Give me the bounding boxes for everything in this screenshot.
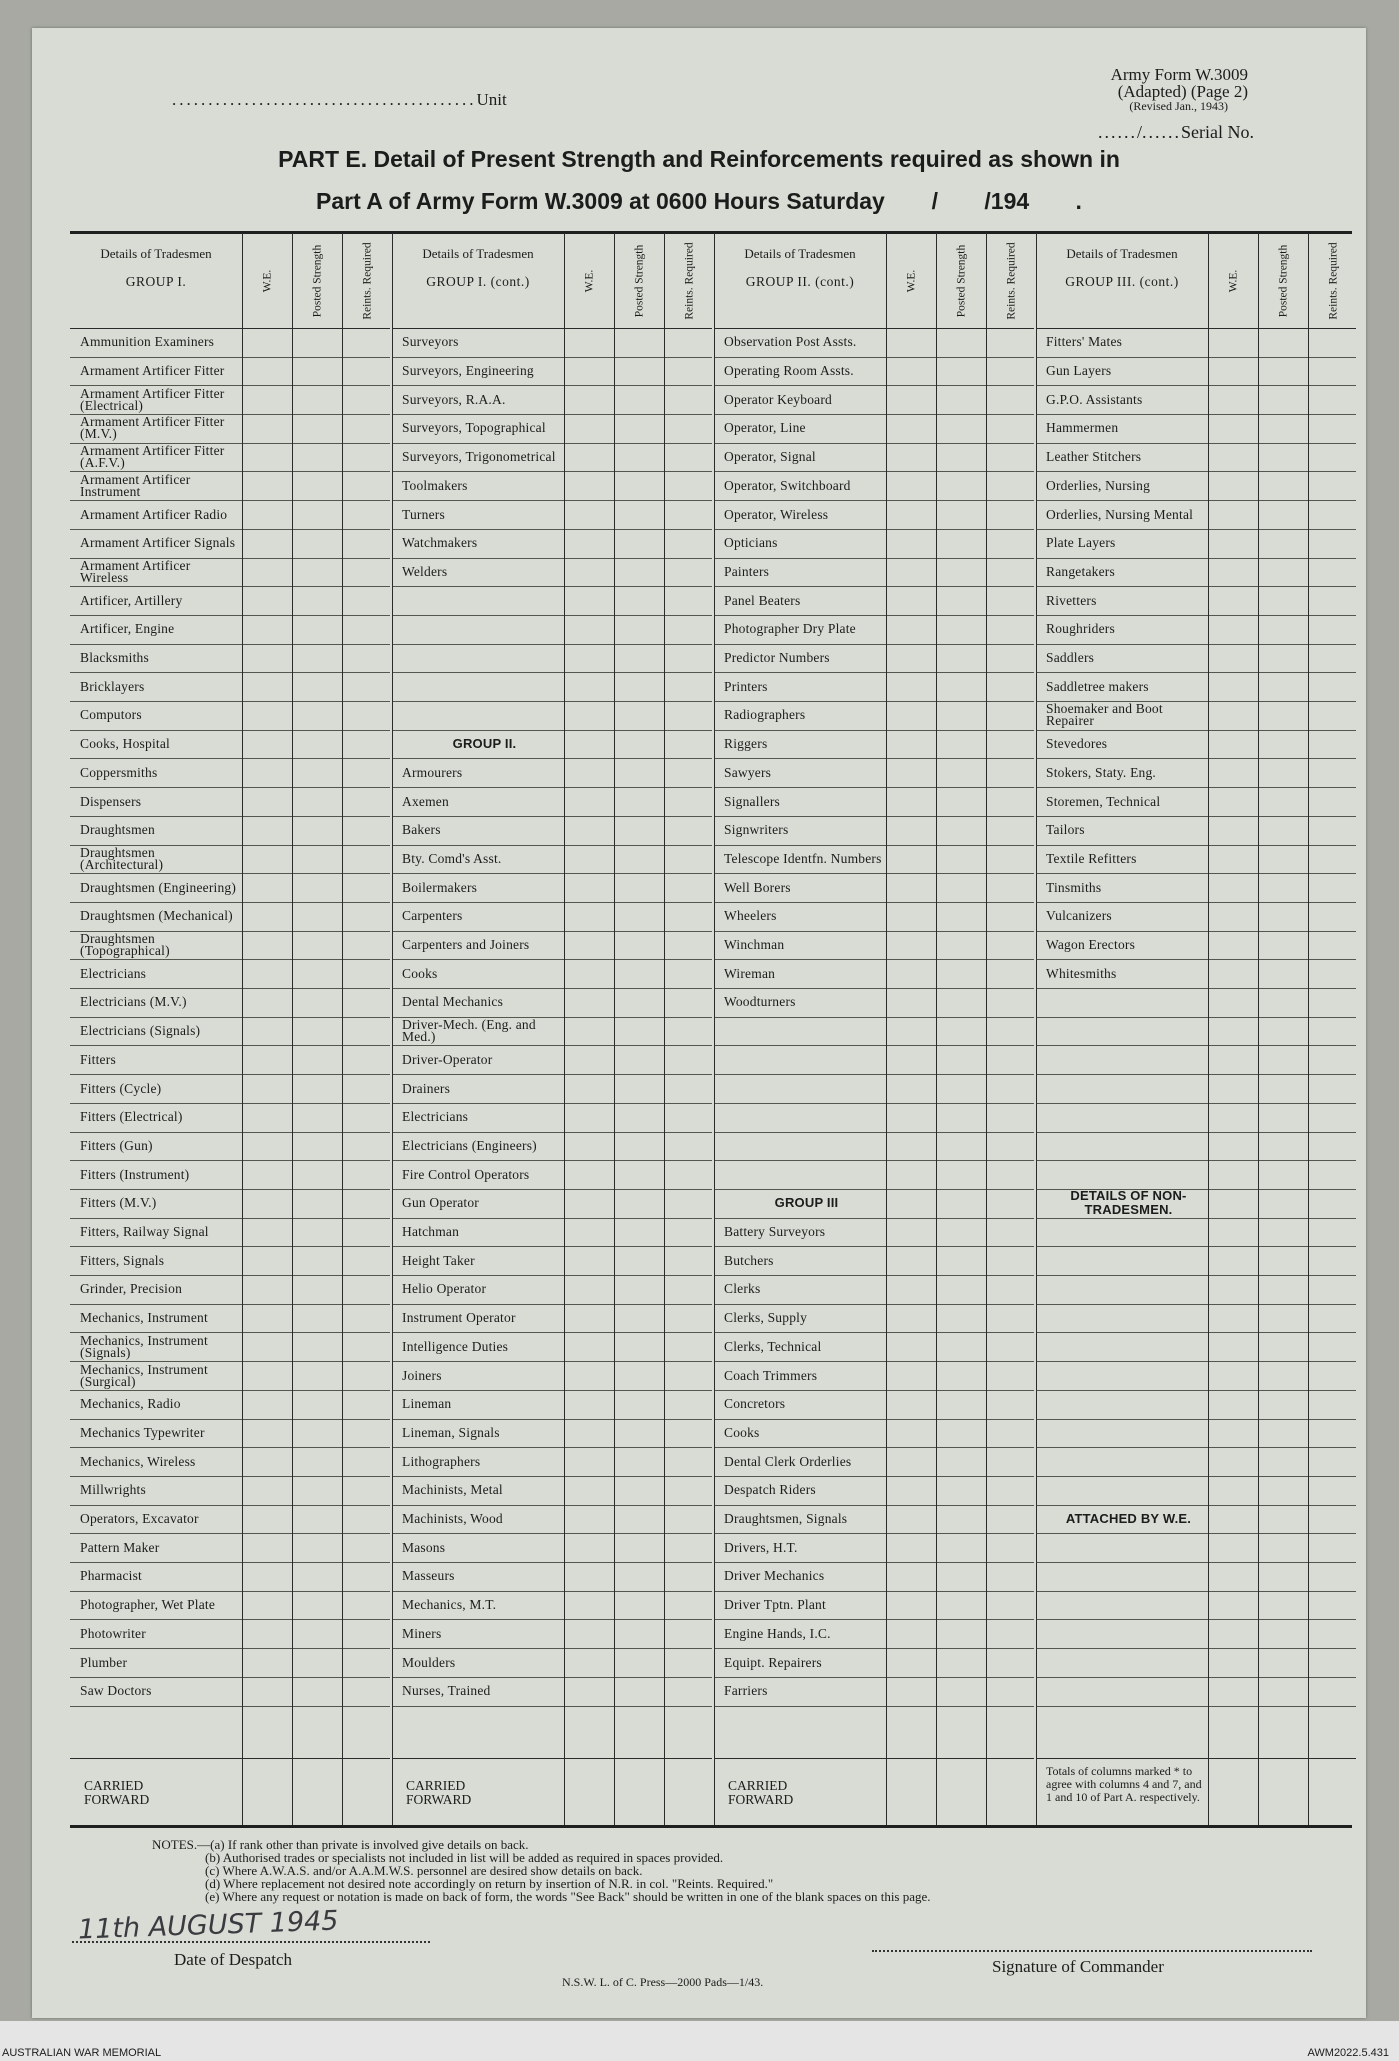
column-rule — [986, 233, 987, 1825]
trade-label: Operator, Switchboard — [724, 477, 851, 493]
trade-label — [1046, 1074, 1206, 1103]
title-date-slot[interactable]: / /194 . — [931, 188, 1082, 214]
trade-label: Battery Surveyors — [724, 1224, 826, 1240]
trade-label: Artificer, Artillery — [80, 592, 183, 608]
trade-label — [1046, 1246, 1206, 1275]
trade-label: Orderlies, Nursing Mental — [1046, 506, 1194, 522]
trade-label: Fitters (Cycle) — [80, 1080, 162, 1096]
carried-forward-label: CARRIED FORWARD — [406, 1778, 472, 1807]
trade-label: Welders — [402, 563, 448, 579]
trade-label: Vulcanizers — [1046, 908, 1112, 924]
column-rule — [1308, 233, 1309, 1825]
trade-label — [1046, 988, 1206, 1017]
form-number: Army Form W.3009 — [1110, 65, 1248, 84]
group-label: GROUP III. (cont.) — [1065, 274, 1179, 289]
column-rule — [292, 233, 293, 1825]
trade-label: Operator, Wireless — [724, 506, 829, 522]
trade-label — [1046, 1419, 1206, 1448]
trade-label: Mechanics, Wireless — [80, 1453, 196, 1469]
group-column-4 — [1036, 233, 1356, 1825]
trade-label — [1046, 1390, 1206, 1419]
trade-label: Carpenters and Joiners — [402, 937, 530, 953]
trade-label: Rangetakers — [1046, 563, 1115, 579]
trade-label: Armament Artificer Fitter — [80, 363, 225, 379]
we-header-text: W.E. — [1227, 269, 1240, 292]
trade-label: Pattern Maker — [80, 1539, 160, 1555]
posted-header-text: Posted Strength — [633, 244, 646, 317]
reints-header-text: Reints. Required — [1005, 241, 1018, 320]
trade-label: Surveyors, Topographical — [402, 420, 546, 436]
trade-label — [1046, 1591, 1206, 1620]
trade-label: Fitters (Gun) — [80, 1137, 153, 1153]
trade-label: Dental Mechanics — [402, 994, 504, 1010]
trade-label: Painters — [724, 563, 770, 579]
trade-label: Surveyors — [402, 334, 459, 350]
printer-imprint: N.S.W. L. of C. Press—2000 Pads—1/43. — [562, 1975, 764, 1989]
trade-label — [1046, 1447, 1206, 1476]
trade-label: Clerks — [724, 1281, 761, 1297]
trade-label: Driver-Mech. (Eng. and Med.) — [402, 1017, 536, 1045]
details-header-text: Details of Tradesmen — [100, 246, 212, 261]
trade-label: Driver Mechanics — [724, 1568, 825, 1584]
trade-label — [402, 615, 562, 644]
trade-label: Masseurs — [402, 1568, 455, 1584]
trade-label: Draughtsmen (Architectural) — [80, 844, 164, 872]
trade-label: G.P.O. Assistants — [1046, 391, 1143, 407]
trade-label — [1046, 1476, 1206, 1505]
section-heading: DETAILS OF NON-TRADESMEN. — [1070, 1188, 1187, 1218]
trade-label: Electricians (Engineers) — [402, 1137, 537, 1153]
trade-label: Toolmakers — [402, 477, 468, 493]
posted-header-text: Posted Strength — [955, 244, 968, 317]
trade-label: Stokers, Staty. Eng. — [1046, 764, 1156, 780]
trade-label: Armament Artificer Radio — [80, 506, 228, 522]
trade-label — [1046, 1275, 1206, 1304]
trade-label: Fitters' Mates — [1046, 334, 1123, 350]
we-header — [564, 233, 616, 328]
trade-label: Draughtsmen — [80, 822, 155, 838]
trade-label: Mechanics Typewriter — [80, 1424, 205, 1440]
trade-label: Surveyors, R.A.A. — [402, 391, 506, 407]
trade-label: Bty. Comd's Asst. — [402, 850, 502, 866]
trade-label — [1046, 1361, 1206, 1390]
trade-label: Bricklayers — [80, 678, 145, 694]
trade-label: Signwriters — [724, 822, 789, 838]
reints-header-text: Reints. Required — [361, 241, 374, 320]
trade-label: Leather Stitchers — [1046, 449, 1142, 465]
form-revision-note: (Revised Jan., 1943) — [1129, 99, 1228, 113]
trade-label: Operator, Signal — [724, 449, 816, 465]
trade-label: Wagon Erectors — [1046, 937, 1136, 953]
serial-field[interactable]: ....../......Serial No. — [1098, 122, 1254, 142]
serial-slash: / — [1137, 122, 1143, 142]
trade-label: Photographer, Wet Plate — [80, 1597, 216, 1613]
trade-label: Draughtsmen, Signals — [724, 1511, 848, 1527]
trade-label: Mechanics, M.T. — [402, 1597, 497, 1613]
trade-label: Armament Artificer Fitter (A.F.V.) — [80, 443, 225, 471]
trade-label: Rivetters — [1046, 592, 1097, 608]
trade-label: Grinder, Precision — [80, 1281, 183, 1297]
trade-label: Machinists, Metal — [402, 1482, 503, 1498]
trade-label: Coppersmiths — [80, 764, 158, 780]
trade-label: Dispensers — [80, 793, 142, 809]
trade-label: Lineman — [402, 1396, 452, 1412]
trade-label: Storemen, Technical — [1046, 793, 1161, 809]
trade-label: Electricians — [402, 1109, 469, 1125]
column-rule — [936, 233, 937, 1825]
group-column-1 — [70, 233, 390, 1825]
title-text: Part A of Army Form W.3009 at 0600 Hours Saturday — [316, 188, 885, 214]
reints-header-text: Reints. Required — [1327, 241, 1340, 320]
trade-label: Clerks, Technical — [724, 1338, 822, 1354]
trade-label: Intelligence Duties — [402, 1338, 509, 1354]
trade-label: Surveyors, Engineering — [402, 363, 534, 379]
posted-header — [1258, 233, 1310, 328]
trade-label: Armament Artificer Wireless — [80, 557, 191, 585]
trade-label: Electricians (M.V.) — [80, 994, 187, 1010]
trade-label — [724, 1046, 884, 1075]
trade-label: Shoemaker and Boot Repairer — [1046, 701, 1163, 729]
trade-label — [1046, 1677, 1206, 1706]
posted-header — [936, 233, 988, 328]
trade-label: Operating Room Assts. — [724, 363, 854, 379]
trade-label: Armament Artificer Instrument — [80, 471, 191, 499]
posted-header-text: Posted Strength — [311, 244, 324, 317]
note-d: (d) Where replacement not desired note accordingly on return by insertion of N.R. in col. "Reints. Required." — [205, 1876, 774, 1891]
trade-label: Concretors — [724, 1396, 786, 1412]
trade-label — [724, 1160, 884, 1189]
column-rule — [242, 233, 243, 1825]
details-header — [714, 233, 886, 328]
column-rule — [614, 233, 615, 1825]
trade-label: Wheelers — [724, 908, 777, 924]
trade-label: Joiners — [402, 1367, 442, 1383]
unit-label: Unit — [476, 90, 507, 109]
trade-label: Helio Operator — [402, 1281, 487, 1297]
note-a: NOTES.—(a) If rank other than private is involved give details on back. — [152, 1837, 529, 1852]
trade-label: Operator Keyboard — [724, 391, 832, 407]
trade-label: Photowriter — [80, 1625, 146, 1641]
section-heading: GROUP II. — [452, 736, 517, 752]
section-heading: GROUP III — [774, 1195, 839, 1211]
trade-label — [1046, 1620, 1206, 1649]
carried-forward-label: CARRIED FORWARD — [728, 1778, 794, 1807]
trade-label: Armament Artificer Fitter (Electrical) — [80, 385, 225, 413]
trade-label: Drainers — [402, 1080, 451, 1096]
we-header-text: W.E. — [583, 269, 596, 292]
trade-label: Turners — [402, 506, 445, 522]
trade-label: Mechanics, Instrument (Surgical) — [80, 1361, 208, 1389]
trade-label: Drivers, H.T. — [724, 1539, 798, 1555]
archive-reference: AWM2022.5.431 — [1307, 2047, 1389, 2059]
trade-label: Artificer, Engine — [80, 621, 175, 637]
trade-label: Cooks, Hospital — [80, 736, 171, 752]
trade-label — [724, 1103, 884, 1132]
trade-label — [1046, 1533, 1206, 1562]
reints-header — [1308, 233, 1360, 328]
details-header-text: Details of Tradesmen — [744, 246, 856, 261]
trade-label: Computors — [80, 707, 142, 723]
posted-header-text: Posted Strength — [1277, 244, 1290, 317]
trade-label: Fitters (M.V.) — [80, 1195, 157, 1211]
trade-label: Armament Artificer Fitter (M.V.) — [80, 414, 225, 442]
reints-header — [986, 233, 1038, 328]
carried-forward-label: Totals of columns marked * to agree with columns 4 and 7, and 1 and 10 of Part A. respectively. — [1046, 1764, 1202, 1804]
serial-label: Serial No. — [1181, 122, 1254, 142]
trade-label: Driver-Operator — [402, 1051, 493, 1067]
trade-label: Stevedores — [1046, 736, 1108, 752]
trade-label: Orderlies, Nursing — [1046, 477, 1151, 493]
trade-label: Lithographers — [402, 1453, 481, 1469]
trade-label: Coach Trimmers — [724, 1367, 818, 1383]
trade-label: Hammermen — [1046, 420, 1119, 436]
trade-label: Opticians — [724, 535, 778, 551]
trade-label — [1046, 1046, 1206, 1075]
trade-label — [402, 644, 562, 673]
details-header-text: Details of Tradesmen — [422, 246, 534, 261]
trade-label: Telescope Identfn. Numbers — [724, 850, 882, 866]
column-rule — [886, 233, 887, 1825]
trade-label: Signallers — [724, 793, 780, 809]
trade-label: Saddlers — [1046, 650, 1095, 666]
trade-label: Operator, Line — [724, 420, 806, 436]
form-sheet — [32, 28, 1366, 2018]
trade-label: Observation Post Assts. — [724, 334, 857, 350]
posted-header — [292, 233, 344, 328]
trade-label: Fitters (Electrical) — [80, 1109, 183, 1125]
column-rule — [564, 233, 565, 1825]
trade-label — [402, 672, 562, 701]
trade-label: Saddletree makers — [1046, 678, 1149, 694]
column-rule — [1036, 233, 1037, 1825]
we-header-text: W.E. — [261, 269, 274, 292]
date-dotted-line — [72, 1941, 430, 1943]
page-title-line1: PART E. Detail of Present Strength and Reinforcements required as shown in — [278, 146, 1120, 172]
signature-dotted-line — [872, 1950, 1312, 1952]
group-column-2 — [392, 233, 712, 1825]
trade-label — [1046, 1648, 1206, 1677]
trade-label: Operators, Excavator — [80, 1511, 199, 1527]
trade-label: Cooks — [402, 965, 438, 981]
trade-label: Draughtsmen (Engineering) — [80, 879, 237, 895]
trade-label: Ammunition Examiners — [80, 334, 215, 350]
trade-label: Engine Hands, I.C. — [724, 1625, 831, 1641]
trade-label: Electricians — [80, 965, 147, 981]
trade-label: Lineman, Signals — [402, 1424, 500, 1440]
trade-label — [724, 1017, 884, 1046]
note-c: (c) Where A.W.A.S. and/or A.A.M.W.S. personnel are desired show details on back. — [205, 1863, 643, 1878]
trade-label: Equipt. Repairers — [724, 1654, 822, 1670]
details-header — [1036, 233, 1208, 328]
page-title-line2 — [32, 188, 1366, 215]
reints-header-text: Reints. Required — [683, 241, 696, 320]
trade-label: Fitters (Instrument) — [80, 1166, 190, 1182]
trade-label: Fire Control Operators — [402, 1166, 530, 1182]
trade-label: Riggers — [724, 736, 768, 752]
trade-label: Blacksmiths — [80, 650, 149, 666]
trade-label: Miners — [402, 1625, 442, 1641]
trade-label: Panel Beaters — [724, 592, 801, 608]
trade-label: Radiographers — [724, 707, 806, 723]
group-column-3 — [714, 233, 1034, 1825]
we-header — [1208, 233, 1260, 328]
trade-label — [1046, 1333, 1206, 1362]
trade-label: Winchman — [724, 937, 785, 953]
trade-label: Clerks, Supply — [724, 1310, 808, 1326]
trade-label: Despatch Riders — [724, 1482, 816, 1498]
trade-label: Boilermakers — [402, 879, 478, 895]
trade-label: Surveyors, Trigonometrical — [402, 449, 556, 465]
column-rule — [1258, 233, 1259, 1825]
trade-label: Gun Layers — [1046, 363, 1112, 379]
trade-label: Fitters, Signals — [80, 1252, 165, 1268]
trade-label — [1046, 1304, 1206, 1333]
trade-label: Saw Doctors — [80, 1683, 152, 1699]
trade-label: Watchmakers — [402, 535, 478, 551]
trade-label: Masons — [402, 1539, 446, 1555]
trade-label: Well Borers — [724, 879, 791, 895]
unit-field[interactable]: ..........................................Unit — [172, 90, 507, 109]
trade-label: Nurses, Trained — [402, 1683, 491, 1699]
trade-label: Bakers — [402, 822, 441, 838]
trade-label: Millwrights — [80, 1482, 146, 1498]
details-header-text: Details of Tradesmen — [1066, 246, 1178, 261]
trade-label: Driver Tptn. Plant — [724, 1597, 826, 1613]
trade-label: Electricians (Signals) — [80, 1023, 201, 1039]
trade-label: Draughtsmen (Mechanical) — [80, 908, 233, 924]
trade-label: Pharmacist — [80, 1568, 142, 1584]
trade-label: Printers — [724, 678, 768, 694]
trade-label: Mechanics, Radio — [80, 1396, 181, 1412]
notes-block — [152, 1838, 931, 1903]
trade-label — [402, 701, 562, 730]
carried-forward-label: CARRIED FORWARD — [84, 1778, 150, 1807]
column-rule — [392, 233, 393, 1825]
note-e: (e) Where any request or notation is made on back of form, the words "See Back" should be written in one of the blank spaces on this page. — [205, 1889, 931, 1904]
reints-header — [342, 233, 394, 328]
trade-label: Photographer Dry Plate — [724, 621, 856, 637]
trade-label — [1046, 1103, 1206, 1132]
trade-label: Sawyers — [724, 764, 772, 780]
trade-label — [1046, 1017, 1206, 1046]
trade-label: Mechanics, Instrument — [80, 1310, 208, 1326]
trade-label: Machinists, Wood — [402, 1511, 503, 1527]
posted-header — [614, 233, 666, 328]
trade-label: Moulders — [402, 1654, 456, 1670]
trade-label: Fitters, Railway Signal — [80, 1224, 209, 1240]
we-header-text: W.E. — [905, 269, 918, 292]
column-rule — [1208, 233, 1209, 1825]
trade-label: Woodturners — [724, 994, 796, 1010]
trade-label — [402, 586, 562, 615]
trade-label — [724, 1074, 884, 1103]
trade-label — [1046, 1132, 1206, 1161]
trade-label: Plate Layers — [1046, 535, 1116, 551]
trade-label: Plumber — [80, 1654, 128, 1670]
handwritten-despatch-date: 11th AUGUST 1945 — [77, 1905, 339, 1946]
reints-header — [664, 233, 716, 328]
we-header — [242, 233, 294, 328]
form-identifier — [1111, 66, 1248, 113]
trade-label: Armourers — [402, 764, 463, 780]
trade-label: Fitters — [80, 1051, 116, 1067]
column-rule — [714, 233, 715, 1825]
trade-label: Height Taker — [402, 1252, 475, 1268]
details-header — [392, 233, 564, 328]
archive-band — [0, 2021, 1399, 2061]
trade-label — [1046, 1160, 1206, 1189]
trade-label: Instrument Operator — [402, 1310, 516, 1326]
trade-label: Wireman — [724, 965, 776, 981]
column-rule — [664, 233, 665, 1825]
trade-label: Farriers — [724, 1683, 768, 1699]
date-of-despatch-label: Date of Despatch — [174, 1950, 293, 1969]
trade-label: Mechanics, Instrument (Signals) — [80, 1332, 208, 1360]
trade-label: Tailors — [1046, 822, 1085, 838]
trade-label: Armament Artificer Signals — [80, 535, 236, 551]
trade-label — [724, 1132, 884, 1161]
section-heading: ATTACHED BY W.E. — [1065, 1511, 1192, 1527]
trade-label: Draughtsmen (Topographical) — [80, 931, 170, 959]
archive-name: AUSTRALIAN WAR MEMORIAL — [2, 2047, 162, 2059]
trade-label: Carpenters — [402, 908, 463, 924]
signature-label: Signature of Commander — [992, 1957, 1164, 1976]
trade-label: Roughriders — [1046, 621, 1115, 637]
trade-label: Hatchman — [402, 1224, 460, 1240]
we-header — [886, 233, 938, 328]
trade-label — [1046, 1218, 1206, 1247]
trade-label: Predictor Numbers — [724, 650, 830, 666]
note-b: (b) Authorised trades or specialists not included in list will be added as required in spaces provided. — [205, 1850, 724, 1865]
trade-label: Cooks — [724, 1424, 760, 1440]
trade-label: Textile Refitters — [1046, 850, 1137, 866]
trade-label — [1046, 1562, 1206, 1591]
trade-label: Butchers — [724, 1252, 774, 1268]
trade-label: Tinsmiths — [1046, 879, 1102, 895]
column-rule — [342, 233, 343, 1825]
trade-label: Axemen — [402, 793, 449, 809]
trade-label: Whitesmiths — [1046, 965, 1117, 981]
group-label: GROUP II. (cont.) — [745, 274, 855, 289]
trade-label: Dental Clerk Orderlies — [724, 1453, 852, 1469]
group-label: GROUP I. — [125, 274, 187, 289]
details-header — [70, 233, 242, 328]
group-label: GROUP I. (cont.) — [426, 274, 530, 289]
form-adapted-note: (Adapted) (Page 2) — [1117, 82, 1248, 101]
trade-label: Gun Operator — [402, 1195, 479, 1211]
